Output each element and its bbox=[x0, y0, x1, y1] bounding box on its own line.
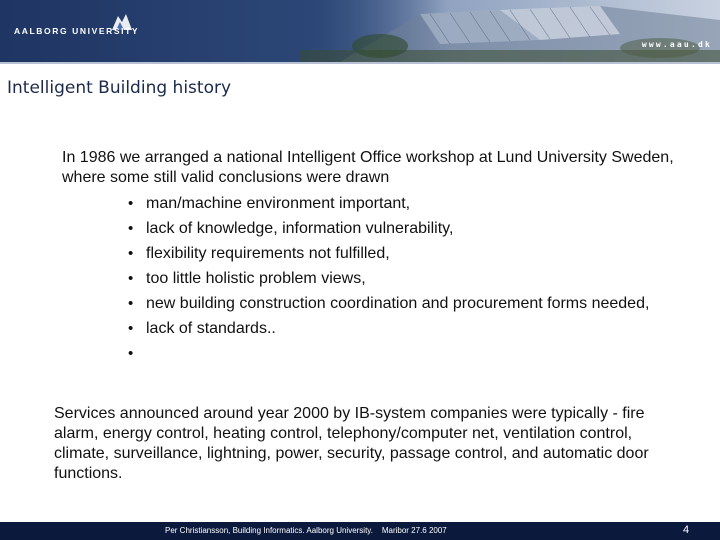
campus-building-photo bbox=[300, 0, 720, 62]
list-item-text: lack of knowledge, information vulnerability, bbox=[146, 220, 454, 237]
list-item-text: lack of standards.. bbox=[146, 320, 276, 337]
bullet-icon: • bbox=[128, 320, 134, 337]
header-banner bbox=[0, 0, 720, 62]
university-logo-text: AALBORG UNIVERSITY bbox=[14, 26, 140, 36]
bullet-icon: • bbox=[128, 195, 134, 212]
list-item-text: man/machine environment important, bbox=[146, 195, 411, 212]
website-url: www.aau.dk bbox=[641, 40, 712, 49]
list-item bbox=[124, 269, 684, 289]
intro-paragraph: In 1986 we arranged a national Intelligent Office workshop at Lund University Sweden, where some still valid conclusions were drawn bbox=[62, 149, 674, 186]
footer-bar bbox=[0, 522, 720, 540]
services-paragraph: Services announced around year 2000 by IB-system companies were typically - fire alarm, energy control, heating control, telephony/computer net, ventilation control, climate, surveillance, lightning, power, security, passage control, and automatic door functions. bbox=[54, 405, 649, 482]
bullet-icon: • bbox=[128, 345, 134, 362]
list-item bbox=[124, 194, 684, 214]
list-item-text: new building construction coordination and procurement forms needed, bbox=[146, 295, 650, 312]
header-divider bbox=[0, 62, 720, 64]
list-item bbox=[124, 244, 684, 264]
list-item bbox=[124, 319, 684, 339]
list-item bbox=[124, 294, 684, 314]
page-number: 4 bbox=[683, 524, 690, 536]
list-item-text: flexibility requirements not fulfilled, bbox=[146, 245, 390, 262]
bullet-icon: • bbox=[128, 220, 134, 237]
footer-credit: Per Christiansson, Building Informatics. Aalborg University. Maribor 27.6 2007 bbox=[165, 526, 447, 535]
slide-title: Intelligent Building history bbox=[7, 78, 232, 98]
bullet-icon: • bbox=[128, 245, 134, 262]
bullet-icon: • bbox=[128, 295, 134, 312]
conclusions-list bbox=[124, 194, 684, 362]
list-item bbox=[124, 219, 684, 239]
list-item-text: too little holistic problem views, bbox=[146, 270, 366, 287]
bullet-icon: • bbox=[128, 270, 134, 287]
